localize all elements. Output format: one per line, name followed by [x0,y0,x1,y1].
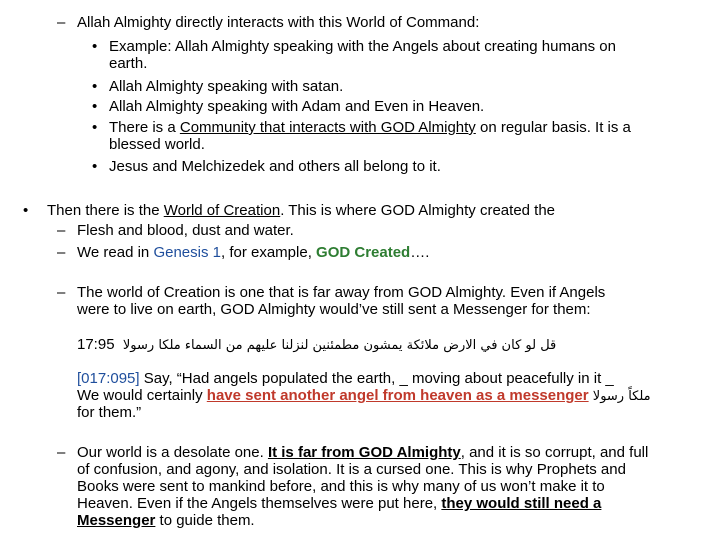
sub-genesis: We read in Genesis 1, for example, GOD Created…. [77,244,430,261]
para-world-line2: of confusion, and agony, and isolation. It is a cursed one. This is why Prophets and [77,461,626,478]
bullet-marker: • [92,38,98,55]
para-creation-line2: were to live on earth, GOD Almighty would’ve still sent a Messenger for them: [77,301,591,318]
verse-reference: 17:95 [77,336,115,353]
dash-marker: – [57,222,66,239]
verse-arabic-line [77,336,556,354]
quote-line1: [017:095] Say, “Had angels populated the earth, _ moving about peacefully in it _ [77,370,614,387]
heading-world-of-creation: Then there is the World of Creation. This is where GOD Almighty created the [47,202,556,219]
dash-marker: – [57,14,66,31]
bullet-marker: • [23,202,29,219]
need-messenger-emphasis: they would still need a [441,495,602,512]
god-created-emphasis: GOD Created [316,244,411,261]
dash-marker: – [57,244,66,261]
bullet-marker: • [92,119,98,136]
messenger-word: Messenger [77,512,156,529]
bullet-community-line2: blessed world. [109,136,205,153]
bullet-adam: Allah Almighty speaking with Adam and Even in Heaven. [109,98,485,115]
bullet-marker: • [92,78,98,95]
dash-marker: – [57,284,66,301]
world-of-creation-emphasis: World of Creation [163,202,281,219]
arabic-phrase: ملكاً رسولا [592,389,651,404]
dash-marker: – [57,444,66,461]
bullet-marker: • [92,98,98,115]
para-world-line1: Our world is a desolate one. It is far from GOD Almighty, and it is so corrupt, and full [77,444,649,461]
quote-line2: We would certainly have sent another angel from heaven as a messenger ملكاً رسولا [77,387,651,404]
community-emphasis: Community that interacts with GOD Almighty [179,119,476,136]
para-world-line5: Messenger to guide them. [77,512,255,529]
quote-reference: [017:095] [77,370,140,387]
heading-world-of-command: Allah Almighty directly interacts with this World of Command: [77,14,480,31]
far-from-god-emphasis: It is far from GOD Almighty [267,444,461,461]
bullet-satan: Allah Almighty speaking with satan. [109,78,344,95]
messenger-emphasis: have sent another angel from heaven as a messenger [206,387,589,404]
para-world-line3: Books were sent to mankind before, and this is why many of us won’t make it to [77,478,605,495]
para-world-line4: Heaven. Even if the Angels themselves were put here, they would still need a [77,495,602,512]
quote-line3: for them.” [77,404,142,421]
bullet-marker: • [92,158,98,175]
sub-flesh-blood: Flesh and blood, dust and water. [77,222,294,239]
bullet-example-line2: earth. [109,55,148,72]
genesis-reference: Genesis 1 [153,244,221,261]
bullet-community-line1: There is a Community that interacts with GOD Almighty on regular basis. It is a [109,119,631,136]
para-creation-line1: The world of Creation is one that is far away from GOD Almighty. Even if Angels [77,284,606,301]
arabic-verse: قل لو كان في الارض ملائكة يمشون مطمئنين لنزلنا عليهم من السماء ملكا رسولا [122,338,557,353]
bullet-example-line1: Example: Allah Almighty speaking with the Angels about creating humans on [109,38,616,55]
bullet-jesus: Jesus and Melchizedek and others all belong to it. [109,158,441,175]
